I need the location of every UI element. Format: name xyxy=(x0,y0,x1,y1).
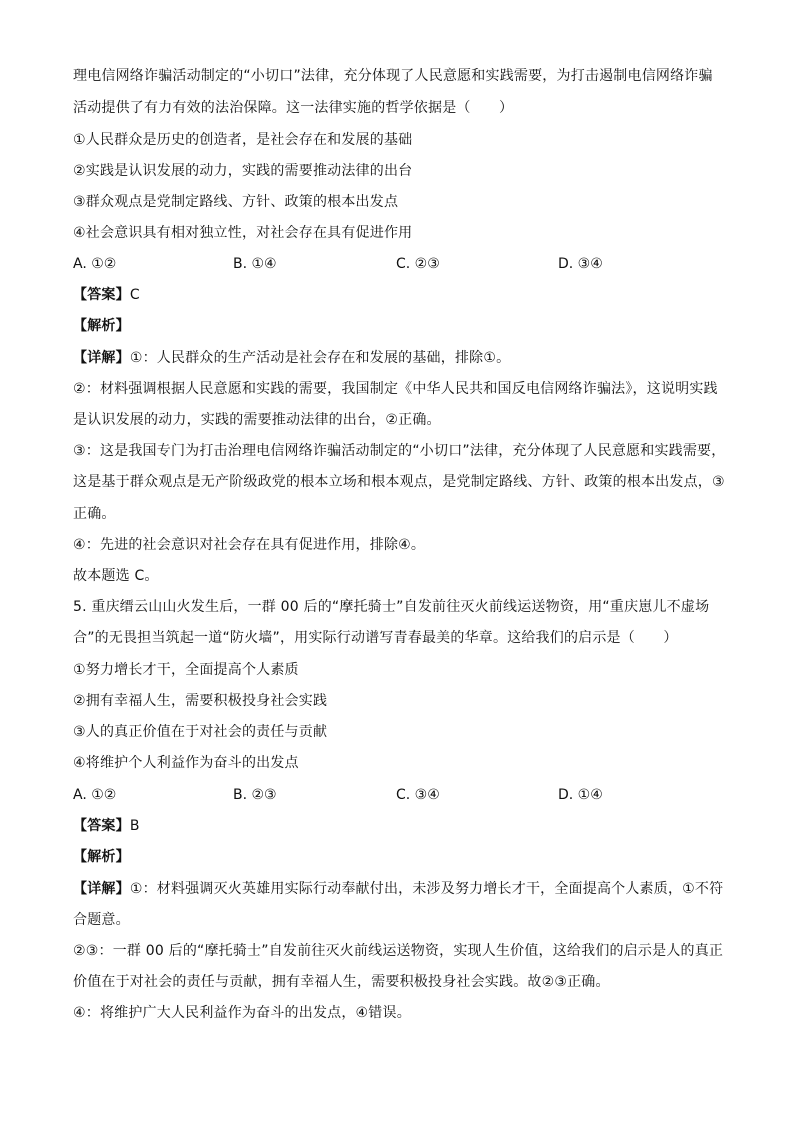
q4-detail-line-7: ④：先进的社会意识对社会存在具有促进作用，排除④。 xyxy=(73,537,426,553)
q4-stem-line-2: 活动提供了有力有效的法治保障。这一法律实施的哲学依据是（ ） xyxy=(73,100,514,116)
q5-detail-line-4: 价值在于对社会的责任与贡献，拥有幸福人生，需要积极投身社会实践。故②③正确。 xyxy=(73,974,610,990)
q5-answer xyxy=(73,816,140,836)
q5-detail-line-3: ②③：一群 00 后的“摩托骑士”自发前往灭火前线运送物资，实现人生价值，这给我们的启示是人的真正 xyxy=(73,943,724,959)
q5-statement-2: ②拥有幸福人生，需要积极投身社会实践 xyxy=(73,693,328,709)
q4-analysis-label-text: 【解析】 xyxy=(73,318,130,334)
q4-option-d: D. ③④ xyxy=(558,256,603,272)
q5-answer-label: 【答案】 xyxy=(73,818,130,834)
q5-detail-line-2: 合题意。 xyxy=(73,912,130,928)
q5-analysis-label xyxy=(73,847,130,867)
q5-option-d: D. ①④ xyxy=(558,787,603,803)
q4-statement-1: ①人民群众是历史的创造者，是社会存在和发展的基础 xyxy=(73,132,413,148)
q5-detail-line-1 xyxy=(73,879,723,899)
q4-detail-text-1: ①：人民群众的生产活动是社会存在和发展的基础，排除①。 xyxy=(129,350,511,366)
q5-statement-1: ①努力增长才干，全面提高个人素质 xyxy=(73,662,299,678)
q4-option-c: C. ②③ xyxy=(396,256,440,272)
q4-detail-line-6: 正确。 xyxy=(73,506,116,522)
q5-detail-label: 【详解】 xyxy=(73,881,130,897)
q4-stem-line-1: 理电信网络诈骗活动制定的“小切口”法律，充分体现了人民意愿和实践需要，为打击遏制电信网络诈骗 xyxy=(73,68,713,84)
q5-option-a: A. ①② xyxy=(73,787,117,803)
q4-statement-2: ②实践是认识发展的动力，实践的需要推动法律的出台 xyxy=(73,163,413,179)
q4-option-a: A. ①② xyxy=(73,256,117,272)
q4-statement-3: ③群众观点是党制定路线、方针、政策的根本出发点 xyxy=(73,194,399,210)
q4-detail-line-1 xyxy=(73,348,510,368)
q4-answer-label: 【答案】 xyxy=(73,287,130,303)
q5-stem-line-1: 5. 重庆缙云山山火发生后，一群 00 后的“摩托骑士”自发前往灭火前线运送物资，用“重庆崽儿不虚场 xyxy=(73,599,710,615)
q5-analysis-label-text: 【解析】 xyxy=(73,849,130,865)
q4-detail-line-4: ③：这是我国专门为打击治理电信网络诈骗活动制定的“小切口”法律，充分体现了人民意愿和实践需要， xyxy=(73,443,726,459)
q4-detail-line-3: 是认识发展的动力，实践的需要推动法律的出台，②正确。 xyxy=(73,412,441,428)
q5-statement-4: ④将维护个人利益作为奋斗的出发点 xyxy=(73,755,299,771)
q4-answer xyxy=(73,285,140,305)
q4-answer-value: C xyxy=(129,287,140,303)
q4-option-b: B. ①④ xyxy=(233,256,277,272)
q5-answer-value: B xyxy=(129,818,140,834)
q5-statement-3: ③人的真正价值在于对社会的责任与贡献 xyxy=(73,724,328,740)
q5-detail-line-5: ④：将维护广大人民利益作为奋斗的出发点，④错误。 xyxy=(73,1005,411,1021)
q4-detail-label: 【详解】 xyxy=(73,350,130,366)
q5-option-c: C. ③④ xyxy=(396,787,440,803)
q4-analysis-label xyxy=(73,316,130,336)
q5-detail-text-1: ①：材料强调灭火英雄用实际行动奉献付出，未涉及努力增长才干，全面提高个人素质，①不符 xyxy=(129,881,724,897)
q5-option-b: B. ②③ xyxy=(233,787,277,803)
q4-detail-line-8: 故本题选 C。 xyxy=(73,568,159,584)
q4-statement-4: ④社会意识具有相对独立性，对社会存在具有促进作用 xyxy=(73,225,413,241)
q4-detail-line-2: ②：材料强调根据人民意愿和实践的需要，我国制定《中华人民共和国反电信网络诈骗法》，这说明实践 xyxy=(73,381,718,397)
q4-detail-line-5: 这是基于群众观点是无产阶级政党的根本立场和根本观点，是党制定路线、方针、政策的根本出发点，③ xyxy=(73,474,725,490)
q5-stem-line-2: 合”的无畏担当筑起一道“防火墙”，用实际行动谱写青春最美的华章。这给我们的启示是（ ） xyxy=(73,630,678,646)
